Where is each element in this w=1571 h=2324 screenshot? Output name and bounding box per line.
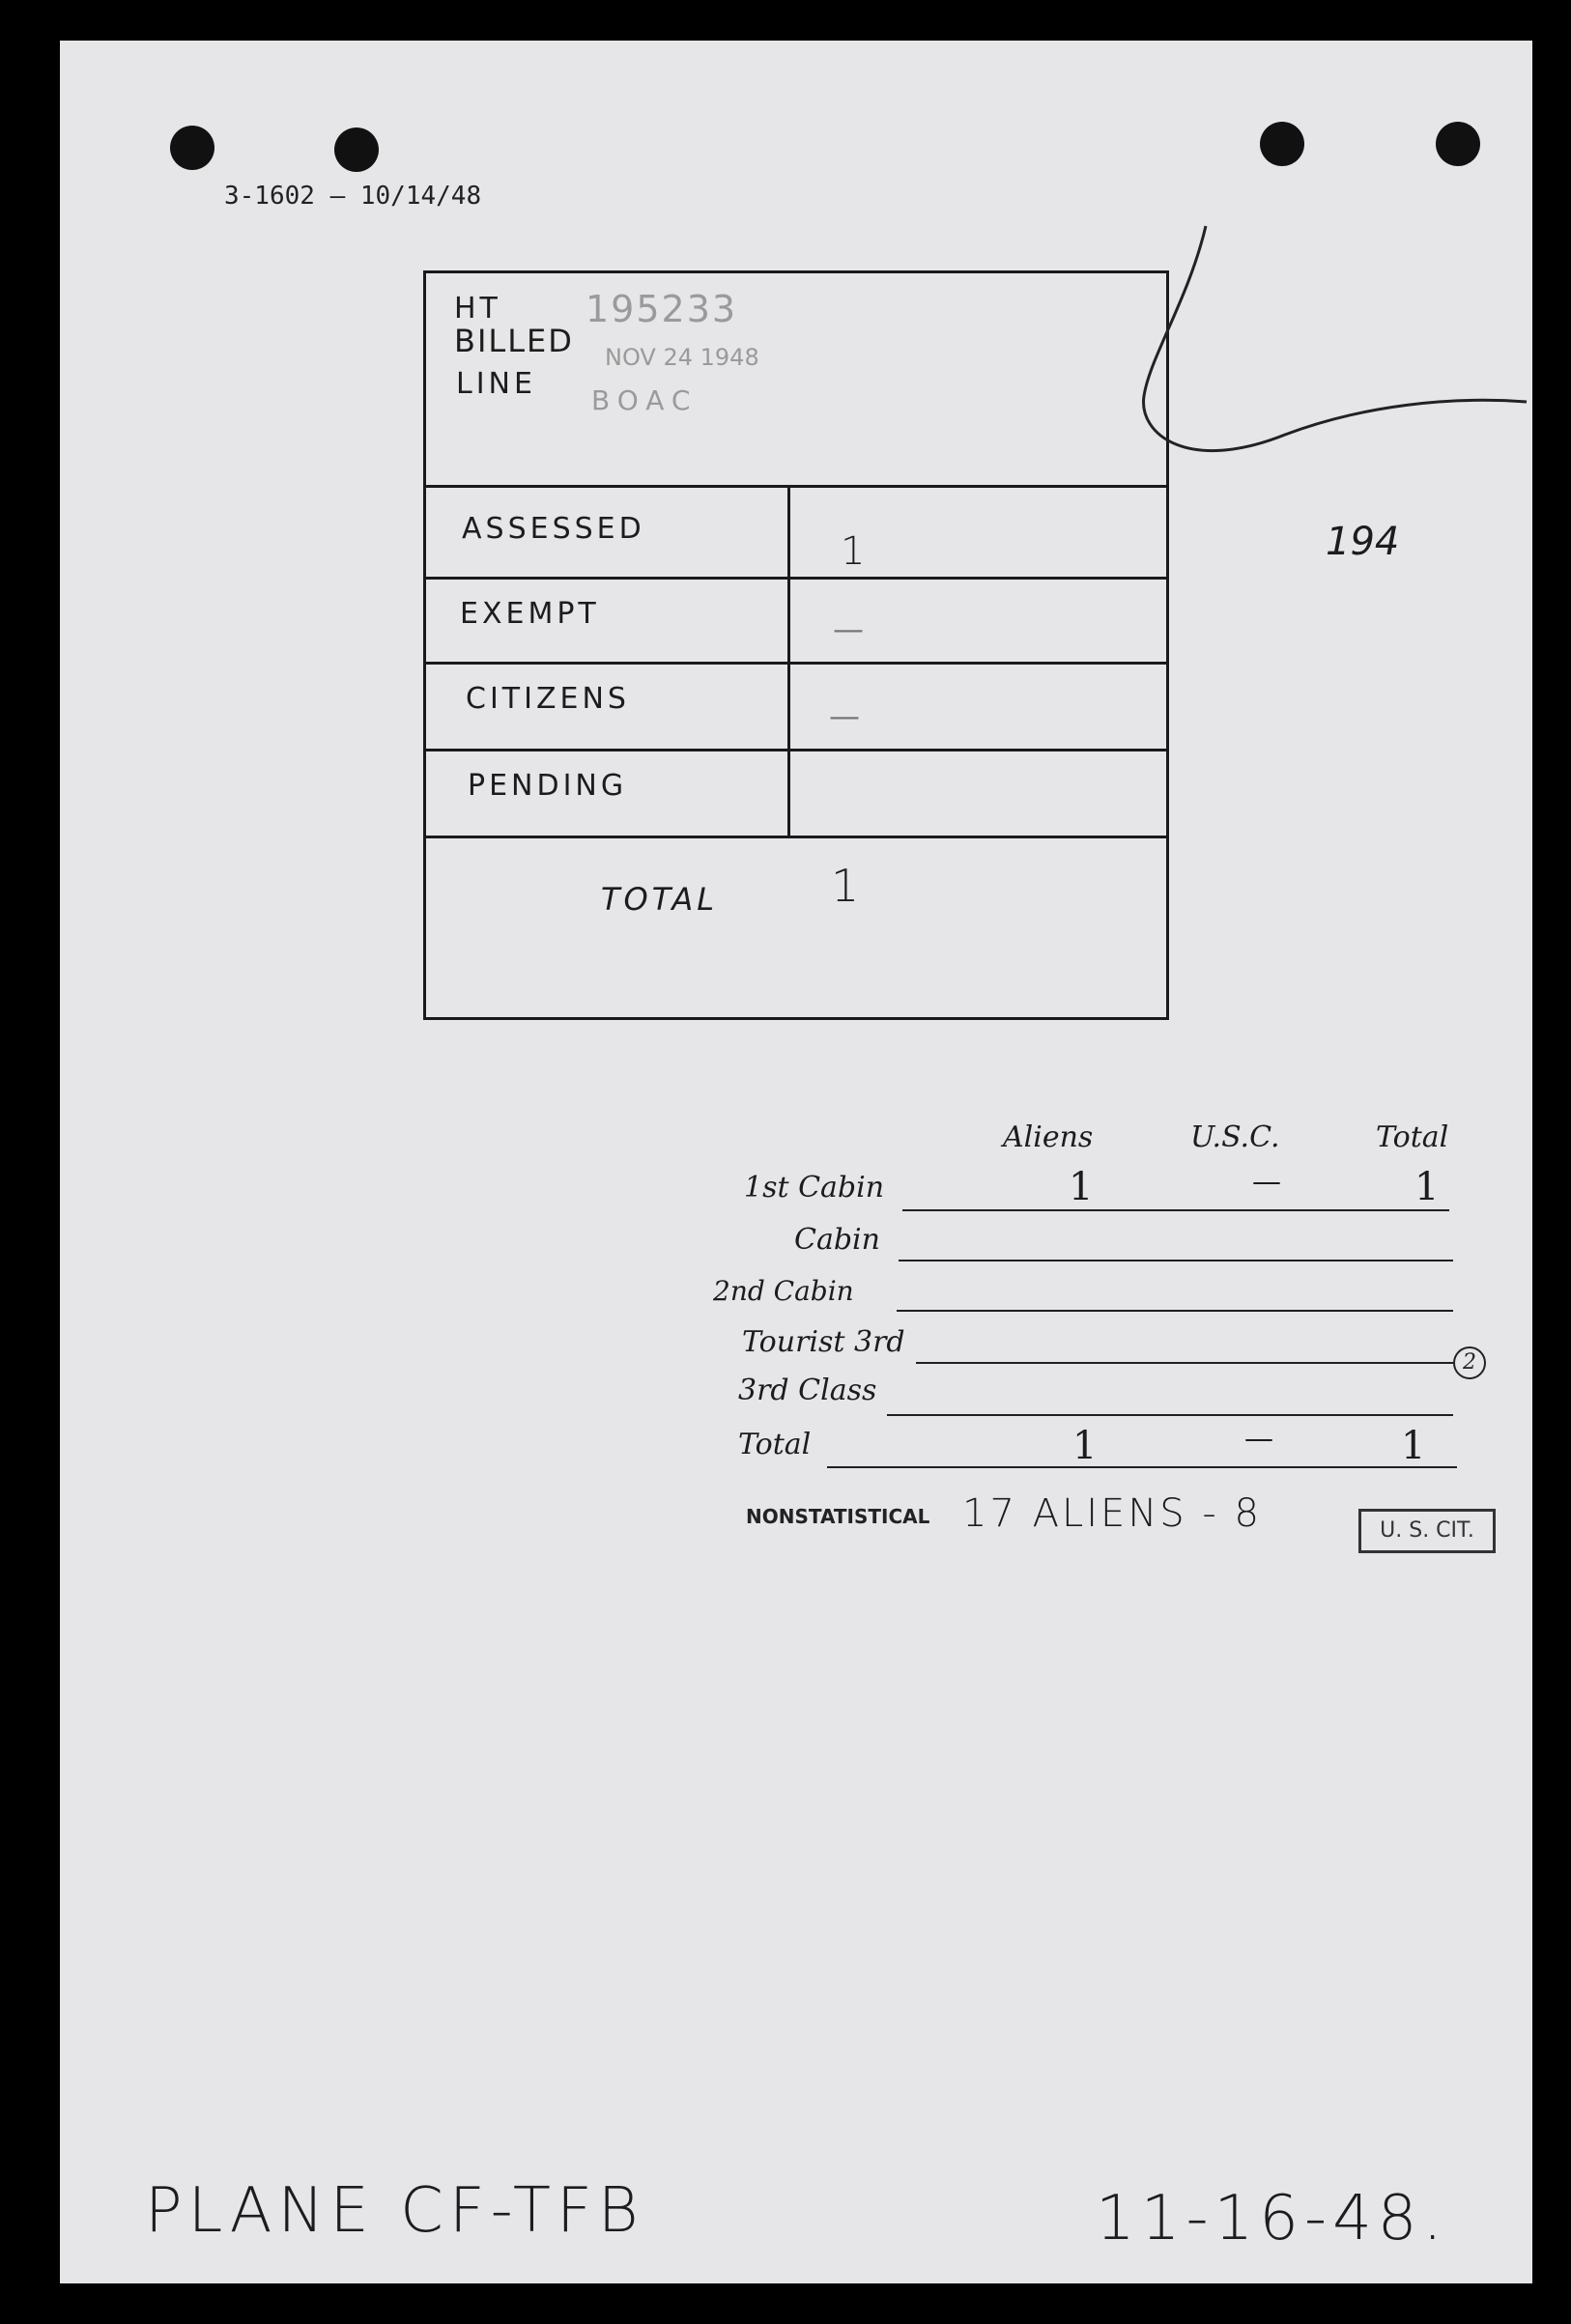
row-label-assessed: ASSESSED — [462, 512, 645, 546]
billed-label: BILLED — [454, 323, 574, 359]
line-value: BOAC — [591, 384, 699, 416]
nonstatistical-value: 17 ALIENS - 8 — [962, 1491, 1262, 1536]
col-header-aliens: Aliens — [1003, 1120, 1094, 1154]
ht-label: HT — [454, 292, 501, 326]
row-underline — [899, 1260, 1453, 1261]
row-underline — [827, 1466, 1457, 1468]
row-total-1st-cabin: 1 — [1414, 1165, 1440, 1209]
col-header-total: Total — [1376, 1120, 1449, 1154]
total-value: 1 — [831, 860, 864, 912]
row-underline — [887, 1414, 1453, 1416]
us-cit-label: U. S. CIT. — [1380, 1518, 1474, 1543]
row-total-total: 1 — [1401, 1424, 1426, 1468]
box-divider — [426, 749, 1166, 751]
row-underline — [902, 1209, 1449, 1211]
total-label: TOTAL — [601, 881, 719, 918]
circled-mark: 2 — [1453, 1346, 1486, 1379]
row-underline — [897, 1310, 1453, 1312]
box-divider — [426, 577, 1166, 580]
row-aliens-total: 1 — [1072, 1424, 1098, 1468]
check-mark — [1130, 222, 1536, 483]
punch-hole-left-2 — [334, 128, 379, 172]
us-cit-stamp — [1358, 1509, 1496, 1553]
row-label-1st-cabin: 1st Cabin — [744, 1171, 885, 1205]
punch-hole-right-2 — [1436, 122, 1480, 166]
row-value-citizens: — — [829, 697, 864, 734]
stamp-number: 195233 — [586, 288, 738, 330]
row-label-2nd-cabin: 2nd Cabin — [713, 1275, 854, 1307]
row-value-assessed: 1 — [841, 529, 870, 574]
row-value-exempt: — — [833, 610, 868, 647]
box-divider — [426, 485, 1166, 488]
plane-identifier: PLANE CF-TFB — [145, 2175, 644, 2247]
row-label-3rd-class: 3rd Class — [738, 1374, 877, 1407]
row-label-cabin: Cabin — [794, 1223, 880, 1257]
col-header-usc: U.S.C. — [1190, 1120, 1280, 1154]
box-column-divider — [787, 485, 790, 838]
row-label-tourist-3rd: Tourist 3rd — [742, 1325, 905, 1359]
margin-number: 194 — [1326, 520, 1400, 564]
footer-date: 11-16-48. — [1096, 2183, 1448, 2254]
row-label-exempt: EXEMPT — [460, 597, 600, 631]
box-divider — [426, 836, 1166, 838]
nonstatistical-label: NONSTATISTICAL — [746, 1505, 930, 1528]
row-label-citizens: CITIZENS — [466, 682, 630, 716]
row-underline — [916, 1362, 1453, 1364]
stamp-date: NOV 24 1948 — [605, 344, 759, 371]
form-number: 3-1602 — 10/14/48 — [224, 182, 482, 211]
row-usc-total: — — [1244, 1422, 1273, 1456]
row-aliens-1st-cabin: 1 — [1069, 1165, 1094, 1209]
row-label-total: Total — [738, 1428, 812, 1461]
row-usc-1st-cabin: — — [1252, 1165, 1281, 1199]
box-divider — [426, 662, 1166, 665]
punch-hole-right-1 — [1260, 122, 1304, 166]
punch-hole-left-1 — [170, 126, 214, 170]
row-label-pending: PENDING — [468, 769, 628, 803]
line-label: LINE — [456, 367, 536, 401]
